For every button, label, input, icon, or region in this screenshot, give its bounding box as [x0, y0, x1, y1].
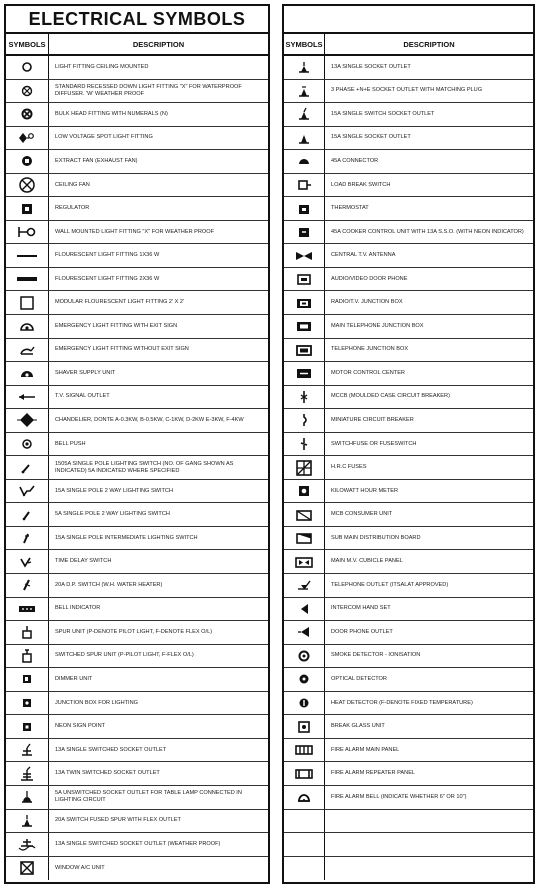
description-cell: BELL INDICATOR: [55, 605, 101, 612]
description-cell: DOOR PHONE OUTLET: [331, 628, 393, 635]
symbol-cell: [6, 80, 49, 103]
table-row: [6, 739, 268, 763]
description-cell: CHANDELIER, DONTE A-0.3KW, B-0.5KW, C-1KW, D-2KW E-3KW, F-4KW: [55, 416, 244, 423]
switch-single-icon: [16, 460, 38, 476]
symbol-cell: [6, 221, 49, 244]
optical-detector-icon: [293, 671, 315, 687]
table-row: [284, 480, 533, 504]
description-cell: [325, 810, 533, 833]
description-cell: 20A D.P. SWITCH (W.H. WATER HEATER): [55, 581, 163, 588]
symbol-cell: [6, 127, 49, 150]
symbol-cell: [284, 174, 325, 197]
symbol-cell: [284, 668, 325, 691]
description-cell: EXTRACT FAN (EXHAUST FAN): [55, 157, 138, 164]
emergency-light-no-exit-icon: [16, 342, 38, 358]
symbol-cell: [284, 527, 325, 550]
table-row: [284, 244, 533, 268]
table-row: [6, 386, 268, 410]
table-row: [6, 362, 268, 386]
table-row: [284, 456, 533, 480]
description-cell: INTERCOM HAND SET: [331, 605, 391, 612]
description-cell: THERMOSTAT: [331, 205, 369, 212]
symbol-cell: [6, 433, 49, 456]
symbol-cell: [6, 291, 49, 314]
extract-fan-icon: [16, 153, 38, 169]
symbol-cell: [284, 692, 325, 715]
symbol-cell: [6, 386, 49, 409]
symbol-cell: [284, 503, 325, 526]
regulator-icon: [16, 201, 38, 217]
socket-twin-icon: [16, 766, 38, 782]
description-cell: NEON SIGN POINT: [55, 723, 106, 730]
right-table-body: [284, 56, 533, 880]
mcb-icon: [293, 412, 315, 428]
window-ac-icon: [16, 860, 38, 876]
description-cell: CEILING FAN: [55, 181, 90, 188]
symbol-cell: [6, 739, 49, 762]
description-cell: TIME DELAY SWITCH: [55, 558, 112, 565]
table-row: [6, 150, 268, 174]
description-cell: 15A SINGLE SWITCH SOCKET OUTLET: [331, 110, 435, 117]
socket-weatherproof-icon: [16, 836, 38, 852]
description-cell: MINIATURE CIRCUIT BREAKER: [331, 416, 414, 423]
table-row: [6, 503, 268, 527]
symbol-cell: [284, 409, 325, 432]
table-row: [284, 621, 533, 645]
table-row: [6, 409, 268, 433]
description-cell: [325, 857, 533, 881]
description-cell: 45A CONNECTOR: [331, 157, 379, 164]
description-column-header: DESCRIPTION: [403, 39, 455, 49]
description-cell: BULK HEAD FITTING WITH NUMERALS (N): [55, 110, 168, 117]
symbol-cell: [6, 550, 49, 573]
right-symbols-table: [282, 4, 535, 884]
table-row: [6, 621, 268, 645]
table-row: [284, 150, 533, 174]
table-row: [284, 197, 533, 221]
switched-spur-icon: [16, 648, 38, 664]
symbol-cell: [284, 456, 325, 479]
socket-table-lamp-icon: [16, 789, 38, 805]
table-row: [284, 56, 533, 80]
symbol-cell: [284, 150, 325, 173]
table-row: [284, 692, 533, 716]
description-cell: LIGHT FITTING CEILING MOUNTED: [55, 63, 149, 70]
table-row: [6, 456, 268, 480]
table-row: [6, 692, 268, 716]
table-row: [284, 527, 533, 551]
description-cell: H.R.C FUSES: [331, 464, 367, 471]
symbol-cell: [6, 103, 49, 126]
symbol-cell: [6, 362, 49, 385]
symbol-cell: [284, 197, 325, 220]
table-row: [6, 127, 268, 151]
table-row: [284, 739, 533, 763]
table-row: [284, 598, 533, 622]
table-row: [6, 833, 268, 857]
table-row: [6, 56, 268, 80]
fire-alarm-panel-icon: [293, 742, 315, 758]
symbol-cell: [284, 244, 325, 267]
description-cell: SHAVER SUPPLY UNIT: [55, 369, 116, 376]
description-cell: KILOWATT HOUR METER: [331, 487, 399, 494]
door-phone-icon: [293, 271, 315, 287]
table-row: [6, 668, 268, 692]
ceiling-fan-icon: [16, 177, 38, 193]
socket-single-icon: [293, 59, 315, 75]
description-cell: WINDOW A/C UNIT: [55, 864, 105, 871]
spot-light-icon: [16, 130, 38, 146]
symbol-cell: [284, 56, 325, 79]
description-cell: AUDIO/VIDEO DOOR PHONE: [331, 275, 408, 282]
description-cell: MOTOR CONTROL CENTER: [331, 369, 405, 376]
symbol-cell: [6, 197, 49, 220]
description-cell: SPUR UNIT (P-DENOTE PILOT LIGHT, F-DENOTE FLEX O/L): [55, 628, 213, 635]
description-cell: 45A COOKER CONTROL UNIT WITH 13A S.S.O. (WITH NEON INDICATOR): [331, 228, 524, 235]
description-cell: OPTICAL DETECTOR: [331, 675, 387, 682]
symbol-cell: [6, 645, 49, 668]
description-cell: 15A SINGLE SOCKET OUTLET: [331, 134, 411, 141]
description-cell: LOW VOLTAGE SPOT LIGHT FITTING: [55, 134, 153, 141]
description-cell: MCB CONSUMER UNIT: [331, 511, 393, 518]
table-row: [284, 503, 533, 527]
chandelier-icon: [16, 412, 38, 428]
radio-tv-box-icon: [293, 295, 315, 311]
symbol-cell: [6, 833, 49, 856]
spur-unit-icon: [16, 624, 38, 640]
symbol-cell: [6, 150, 49, 173]
socket-15a-icon: [293, 130, 315, 146]
dimmer-icon: [16, 671, 38, 687]
description-cell: 13A TWIN SWITCHED SOCKET OUTLET: [55, 770, 160, 777]
table-row: [6, 174, 268, 198]
description-cell: TELEPHONE OUTLET (ITSALAT APPROVED): [331, 581, 449, 588]
left-table-body: [6, 56, 268, 880]
telephone-main-box-icon: [293, 318, 315, 334]
table-row: [6, 315, 268, 339]
table-row: [6, 268, 268, 292]
description-cell: 15A SINGLE POLE 2 WAY LIGHTING SWITCH: [55, 487, 174, 494]
description-cell: T.V. SIGNAL OUTLET: [55, 393, 110, 400]
symbol-cell: [6, 574, 49, 597]
description-cell: 13A SINGLE SWITCHED SOCKET OUTLET: [55, 746, 167, 753]
symbol-cell: [284, 621, 325, 644]
motor-control-icon: [293, 365, 315, 381]
right-table-header: [284, 34, 533, 56]
table-row: [284, 315, 533, 339]
table-row: [284, 857, 533, 881]
antenna-icon: [293, 248, 315, 264]
symbol-cell: [284, 857, 325, 881]
symbol-cell: [284, 386, 325, 409]
heat-detector-icon: [293, 695, 315, 711]
description-column-header: DESCRIPTION: [132, 39, 185, 49]
switch-fuse-icon: [293, 436, 315, 452]
symbol-cell: [284, 550, 325, 573]
fused-spur-icon: [16, 813, 38, 829]
table-row: [284, 291, 533, 315]
description-cell: MAIN M.V. CUBICLE PANEL: [331, 558, 403, 565]
description-cell: 5A UNSWITCHED SOCKET OUTLET FOR TABLE LAMP CONNECTED IN LIGHTING CIRCUIT: [55, 790, 242, 804]
description-cell: SUB MAIN DISTRIBUTION BOARD: [331, 534, 421, 541]
symbol-cell: [6, 409, 49, 432]
left-symbols-table: [4, 4, 270, 884]
table-row: [284, 550, 533, 574]
symbol-cell: [6, 786, 49, 809]
symbol-cell: [6, 174, 49, 197]
table-row: [284, 80, 533, 104]
description-cell: MODULAR FLOURESCENT LIGHT FITTING 2' X 2': [55, 299, 185, 306]
description-cell: 15A SINGLE POLE INTERMEDIATE LIGHTING SWITCH: [55, 534, 198, 541]
symbol-cell: [6, 456, 49, 479]
description-cell: 13A SINGLE SWITCHED SOCKET OUTLET (WEATHER PROOF): [55, 840, 221, 847]
fire-alarm-repeater-icon: [293, 766, 315, 782]
table-row: [284, 268, 533, 292]
table-row: [6, 197, 268, 221]
description-cell: SMOKE DETECTOR - IONISATION: [331, 652, 421, 659]
description-cell: EMERGENCY LIGHT FITTING WITHOUT EXIT SIGN: [55, 346, 189, 353]
description-cell: MCCB (MOULDED CASE CIRCUIT BREAKER): [331, 393, 450, 400]
fire-alarm-bell-icon: [293, 789, 315, 805]
table-row: [284, 221, 533, 245]
dp-switch-icon: [16, 577, 38, 593]
table-row: [284, 668, 533, 692]
description-cell: 1505A SINGLE POLE LIGHTING SWITCH (NO. OF GANG SHOWN AS INDICATED) 5A INDICATED WHERE SPECIFIED: [55, 460, 234, 474]
table-row: [284, 786, 533, 810]
table-row: [284, 762, 533, 786]
description-cell: FIRE ALARM REPEATER PANEL: [331, 770, 416, 777]
emergency-light-icon: [16, 318, 38, 334]
description-cell: STANDARD RECESSED DOWN LIGHT FITTING "X" FOR WATERPROOF DIFFUSER. 'W' WEATHER PROOF: [55, 83, 242, 97]
fluorescent-thick-icon: [16, 271, 38, 287]
load-break-icon: [293, 177, 315, 193]
table-row: [284, 433, 533, 457]
right-title-bar: [284, 6, 533, 34]
symbol-cell: [284, 127, 325, 150]
symbol-cell: [284, 315, 325, 338]
symbol-cell: [284, 339, 325, 362]
table-row: [6, 598, 268, 622]
table-row: [6, 550, 268, 574]
circle-x-bold-icon: [16, 106, 38, 122]
table-row: [284, 645, 533, 669]
table-row: [6, 645, 268, 669]
description-cell: 13A SINGLE SOCKET OUTLET: [331, 63, 411, 70]
telephone-outlet-icon: [293, 577, 315, 593]
description-cell: WALL MOUNTED LIGHT FITTING "X" FOR WEATHER PROOF: [55, 228, 215, 235]
socket-15a-switch-icon: [293, 106, 315, 122]
symbol-cell: [284, 103, 325, 126]
description-cell: TELEPHONE JUNCTION BOX: [331, 346, 409, 353]
symbol-cell: [284, 810, 325, 833]
table-row: [284, 409, 533, 433]
description-cell: SWITCHED SPUR UNIT (P-PILOT LIGHT, F-FLEX O/L): [55, 652, 194, 659]
table-row: [6, 221, 268, 245]
table-row: [284, 362, 533, 386]
shaver-icon: [16, 365, 38, 381]
symbol-cell: [284, 80, 325, 103]
description-cell: SWITCHFUSE OR FUSESWITCH: [331, 440, 417, 447]
symbol-cell: [6, 480, 49, 503]
symbol-cell: [284, 574, 325, 597]
switch-intermediate-icon: [16, 530, 38, 546]
square-icon: [16, 295, 38, 311]
neon-sign-icon: [16, 719, 38, 735]
table-row: [6, 433, 268, 457]
symbol-cell: [284, 833, 325, 856]
table-row: [6, 244, 268, 268]
symbol-cell: [6, 810, 49, 833]
table-row: [284, 127, 533, 151]
hrc-fuse-icon: [293, 460, 315, 476]
symbol-cell: [6, 56, 49, 79]
description-cell: FLOURESCENT LIGHT FITTING 1X36 W: [55, 252, 160, 259]
description-cell: BREAK GLASS UNIT: [331, 723, 385, 730]
left-table-header: [6, 34, 268, 56]
bell-indicator-icon: [16, 601, 38, 617]
table-row: [6, 857, 268, 881]
description-cell: 20A SWITCH FUSED SPUR WITH FLEX OUTLET: [55, 817, 181, 824]
table-row: [6, 80, 268, 104]
description-cell: EMERGENCY LIGHT FITTING WITH EXIT SIGN: [55, 322, 178, 329]
symbol-cell: [284, 739, 325, 762]
table-row: [6, 810, 268, 834]
symbols-column-header: SYMBOLS: [6, 34, 49, 54]
table-row: [284, 574, 533, 598]
symbol-cell: [6, 857, 49, 881]
description-cell: FLOURESCENT LIGHT FITTING 2X36 W: [55, 275, 160, 282]
description-cell: DIMMER UNIT: [55, 675, 93, 682]
table-row: [284, 174, 533, 198]
symbol-cell: [284, 362, 325, 385]
symbol-cell: [6, 621, 49, 644]
symbol-cell: [6, 339, 49, 362]
time-delay-icon: [16, 554, 38, 570]
description-cell: MAIN TELEPHONE JUNCTION BOX: [331, 322, 424, 329]
table-row: [284, 339, 533, 363]
table-row: [284, 386, 533, 410]
symbol-cell: [6, 244, 49, 267]
break-glass-icon: [293, 719, 315, 735]
door-phone-outlet-icon: [293, 624, 315, 640]
table-row: [6, 715, 268, 739]
socket-3phase-icon: [293, 83, 315, 99]
symbol-cell: [6, 762, 49, 785]
symbol-cell: [6, 668, 49, 691]
symbol-cell: [284, 786, 325, 809]
symbol-cell: [6, 268, 49, 291]
socket-switched-icon: [16, 742, 38, 758]
kwh-meter-icon: [293, 483, 315, 499]
table-row: [6, 339, 268, 363]
description-cell: HEAT DETECTOR (F-DENOTE FIXED TEMPERATURE): [331, 699, 473, 706]
consumer-unit-icon: [293, 507, 315, 523]
smoke-detector-icon: [293, 648, 315, 664]
symbol-cell: [284, 645, 325, 668]
cooker-control-icon: [293, 224, 315, 240]
telephone-box-icon: [293, 342, 315, 358]
description-cell: RADIO/T.V. JUNCTION BOX: [331, 299, 403, 306]
junction-box-icon: [16, 695, 38, 711]
symbol-cell: [284, 433, 325, 456]
description-cell: FIRE ALARM MAIN PANEL: [331, 746, 400, 753]
thermostat-icon: [293, 201, 315, 217]
intercom-icon: [293, 601, 315, 617]
symbol-cell: [6, 692, 49, 715]
symbol-cell: [284, 480, 325, 503]
symbol-cell: [284, 268, 325, 291]
symbol-cell: [284, 291, 325, 314]
description-cell: 5A SINGLE POLE 2 WAY LIGHTING SWITCH: [55, 511, 170, 518]
table-row: [6, 574, 268, 598]
table-row: [6, 527, 268, 551]
bell-push-icon: [16, 436, 38, 452]
table-row: [6, 762, 268, 786]
table-row: [6, 786, 268, 810]
description-cell: CENTRAL T.V. ANTENNA: [331, 252, 396, 259]
description-cell: 3 PHASE +N+E SOCKET OUTLET WITH MATCHING PLUG: [331, 87, 483, 94]
cubicle-panel-icon: [293, 554, 315, 570]
switch-5a-icon: [16, 507, 38, 523]
wall-light-icon: [16, 224, 38, 240]
symbol-cell: [6, 598, 49, 621]
symbols-column-header: SYMBOLS: [284, 34, 325, 54]
table-row: [284, 810, 533, 834]
connector-icon: [293, 153, 315, 169]
description-cell: JUNCTION BOX FOR LIGHTING: [55, 699, 138, 706]
circle-x-icon: [16, 83, 38, 99]
symbol-cell: [6, 503, 49, 526]
symbol-cell: [6, 715, 49, 738]
description-cell: [325, 833, 533, 856]
mccb-icon: [293, 389, 315, 405]
symbol-cell: [284, 598, 325, 621]
description-cell: LOAD BREAK SWITCH: [331, 181, 391, 188]
symbol-cell: [284, 715, 325, 738]
table-row: [6, 291, 268, 315]
symbol-cell: [284, 762, 325, 785]
description-cell: BELL PUSH: [55, 440, 86, 447]
table-row: [284, 715, 533, 739]
circle-icon: [16, 59, 38, 75]
table-row: [6, 103, 268, 127]
fluorescent-thin-icon: [16, 248, 38, 264]
description-cell: REGULATOR: [55, 205, 90, 212]
symbol-cell: [284, 221, 325, 244]
symbol-cell: [6, 527, 49, 550]
sub-distribution-icon: [293, 530, 315, 546]
page-title: ELECTRICAL SYMBOLS: [6, 6, 268, 34]
switch-2way-icon: [16, 483, 38, 499]
symbol-cell: [6, 315, 49, 338]
tv-outlet-icon: [16, 389, 38, 405]
description-cell: FIRE ALARM BELL (INDICATE WHETHER 6" OR 10"): [331, 793, 467, 800]
table-row: [284, 103, 533, 127]
table-row: [284, 833, 533, 857]
table-row: [6, 480, 268, 504]
